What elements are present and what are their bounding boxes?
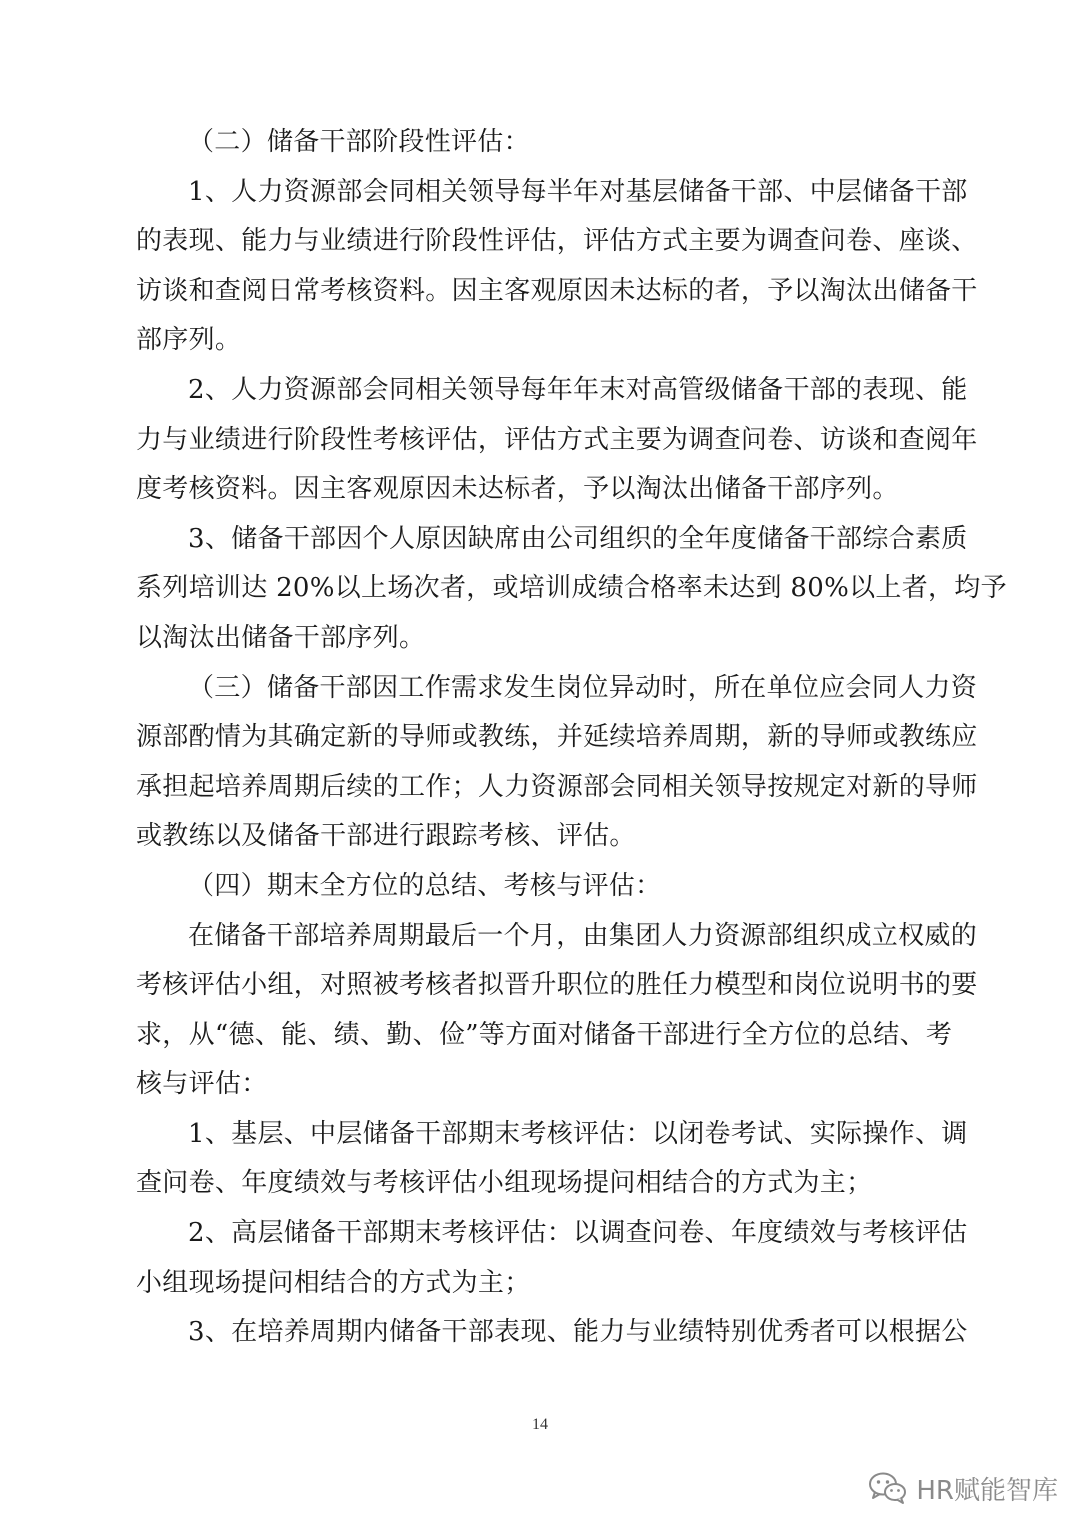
text-line: （二）储备干部阶段性评估： [188, 127, 530, 157]
text-line: 的表现、能力与业绩进行阶段性评估，评估方式主要为调查问卷、座谈、 [136, 226, 978, 257]
watermark-text: HR赋能智库 [916, 1475, 1058, 1506]
text-line: 核与评估： [136, 1069, 268, 1100]
text-line: 1、人力资源部会同相关领导每半年对基层储备干部、中层储备干部 [188, 176, 968, 207]
text-line: 度考核资料。因主客观原因未达标者，予以淘汰出储备干部序列。 [136, 474, 899, 505]
text-line: （四）期末全方位的总结、考核与评估： [188, 870, 662, 901]
page-number: 14 [532, 1416, 548, 1433]
wechat-icon [868, 1471, 908, 1505]
text-line: 承担起培养周期后续的工作；人力资源部会同相关领导按规定对新的导师 [136, 771, 978, 802]
text-line: （三）储备干部因工作需求发生岗位异动时，所在单位应会同人力资 [188, 672, 978, 703]
text-line: 在储备干部培养周期最后一个月，由集团人力资源部组织成立权威的 [188, 920, 978, 951]
document-body [136, 118, 1007, 1358]
text-line: 访谈和查阅日常考核资料。因主客观原因未达标的者，予以淘汰出储备干 [136, 275, 978, 306]
text-line: 小组现场提问相结合的方式为主； [136, 1267, 531, 1298]
text-line: 2、高层储备干部期末考核评估：以调查问卷、年度绩效与考核评估 [188, 1218, 968, 1249]
text-line: 3、储备干部因个人原因缺席由公司组织的全年度储备干部综合素质 [188, 523, 968, 554]
text-line: 部序列。 [136, 325, 242, 356]
text-line: 查问卷、年度绩效与考核评估小组现场提问相结合的方式为主； [136, 1168, 873, 1199]
text-line: 求，从“德、能、绩、勤、俭”等方面对储备干部进行全方位的总结、考 [136, 1019, 953, 1050]
text-line: 1、基层、中层储备干部期末考核评估：以闭卷考试、实际操作、调 [188, 1118, 968, 1149]
text-line: 力与业绩进行阶段性考核评估，评估方式主要为调查问卷、访谈和查阅年 [136, 424, 978, 455]
text-line: 考核评估小组，对照被考核者拟晋升职位的胜任力模型和岗位说明书的要 [136, 970, 978, 1001]
text-line: 源部酌情为其确定新的导师或教练，并延续培养周期，新的导师或教练应 [136, 722, 978, 753]
text-line: 以淘汰出储备干部序列。 [136, 622, 426, 653]
text-line: 或教练以及储备干部进行跟踪考核、评估。 [136, 821, 636, 852]
watermark [868, 1468, 1058, 1508]
text-line: 2、人力资源部会同相关领导每年年末对高管级储备干部的表现、能 [188, 374, 968, 405]
text-line: 系列培训达 20%以上场次者，或培训成绩合格率未达到 80%以上者，均予 [136, 573, 1007, 604]
text-line: 3、在培养周期内储备干部表现、能力与业绩特别优秀者可以根据公 [188, 1317, 968, 1348]
